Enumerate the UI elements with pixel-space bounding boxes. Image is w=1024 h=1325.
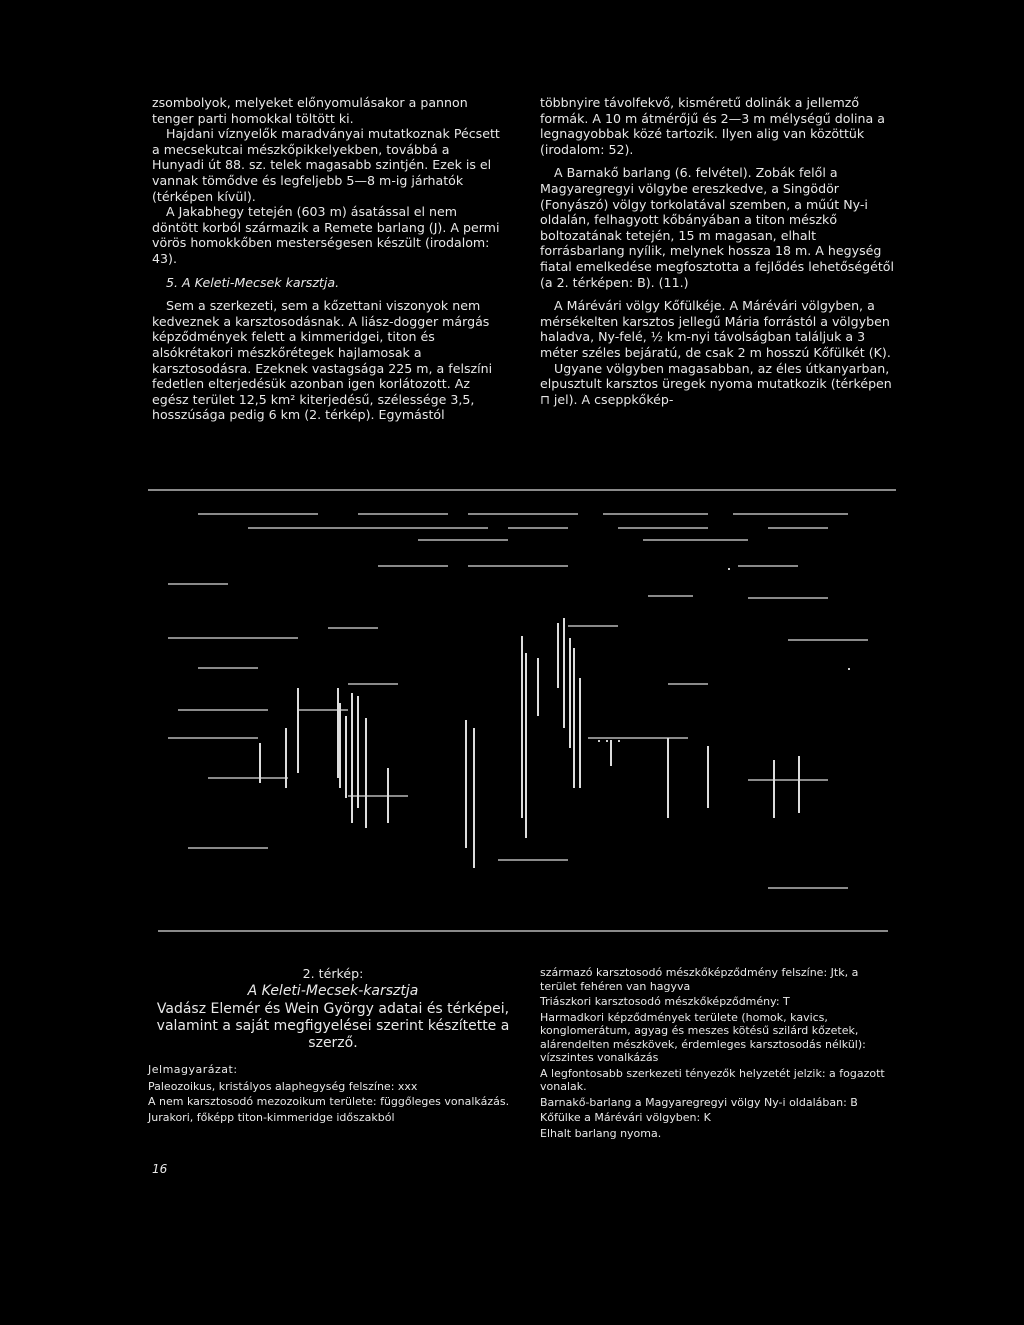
left-text-column xyxy=(152,95,500,423)
legend-item: Elhalt barlang nyoma. xyxy=(540,1126,662,1140)
caption-body: Vadász Elemér és Wein György adatai és térképei, valamint a saját megfigyelései szerint készítette a szerző. xyxy=(156,1001,510,1052)
paragraph: többnyire távolfekvő, kisméretű dolinák a jellemző formák. A 10 m átmérőjű és 2—3 m mélységű dolina a legnagyobbak közé tartozik. Ilyen alig van közöttük (irodalom: 52). xyxy=(540,95,885,157)
caption-title: A Keleti-Mecsek-karsztja xyxy=(247,982,419,999)
paragraph: Ugyane völgyben magasabban, az éles útkanyarban, elpusztult karsztos üregek nyoma mutatkozik (térképen ⊓ jel). A cseppkőkép- xyxy=(540,360,892,407)
legend-item: Paleozoikus, kristályos alaphegység felszíne: xxx xyxy=(148,1079,418,1093)
page-number: 16 xyxy=(152,1162,168,1176)
map-caption xyxy=(148,966,518,1124)
legend-item: Harmadkori képződmények területe (homok, kavics, konglomerátum, agyag és meszes kötésű szilárd kőzetek, alárendelten mészkövek, érdemleges karsztosodás nélkül): vízszintes vonalkázás xyxy=(540,1010,866,1064)
paragraph: Hajdani víznyelők maradványai mutatkoznak Pécsett a mecsekutcai mészkőpikkelyekben, továbbá a Hunyadi út 88. sz. telek magasabb szintjén. Ezek is el vannak tömődve és legfeljebb 5—8 m-ig járhatók (térképen kívül). xyxy=(152,126,500,204)
legend-item: Jurakori, főképp titon-kimmeridge időszakból xyxy=(148,1110,395,1124)
right-text-column xyxy=(540,95,902,407)
map-dot xyxy=(606,740,608,742)
paragraph: A Márévári völgy Kőfülkéje. A Márévári völgyben, a mérsékelten karsztos jellegű Mária forrástól a völgyben haladva, Ny-felé, ½ km-nyi távolságban találjuk a 3 méter széles bejáratú, de csak 2 m hosszú Kőfülkét (K). xyxy=(540,298,891,360)
paragraph: zsombolyok, melyeket előnyomulásakor a pannon tenger parti homokkal töltött ki. xyxy=(152,95,468,126)
map-dot xyxy=(618,740,620,742)
legend-item: származó karsztosodó mészkőképződmény felszíne: Jtk, a terület fehéren van hagyva xyxy=(540,966,859,993)
map-dot xyxy=(598,740,600,742)
paragraph: A Jakabhegy tetején (603 m) ásatással el nem döntött korból származik a Remete barlang (J). A permi vörös homokkőben mesterségesen készült (irodalom: 43). xyxy=(152,204,500,266)
legend-item: Triászkori karsztosodó mészkőképződmény: T xyxy=(540,995,790,1008)
map-dot xyxy=(848,668,850,670)
legend-item: A nem karsztosodó mezozoikum területe: függőleges vonalkázás. xyxy=(148,1095,510,1109)
legend-title: Jelmagyarázat: xyxy=(148,1063,238,1077)
map-legend-continued xyxy=(540,966,896,1142)
map-dot xyxy=(728,568,730,570)
caption-label: 2. térkép: xyxy=(302,966,364,981)
karst-map xyxy=(148,488,896,933)
legend-item: A legfontosabb szerkezeti tényezők helyzetét jelzik: a fogazott vonalak. xyxy=(540,1066,885,1093)
legend-item: Barnakő-barlang a Magyaregregyi völgy Ny-i oldalában: B xyxy=(540,1095,858,1109)
section-heading: 5. A Keleti-Mecsek karsztja. xyxy=(166,274,340,290)
paragraph: A Barnakő barlang (6. felvétel). Zobák felől a Magyaregregyi völgybe ereszkedve, a Singödör (Fonyászó) völgy torkolatával szemben, a műút Ny-i oldalán, felhagyott kőbányában a titon mészkő boltozatának tetején, 15 m magasan, elhalt forrásbarlang nyílik, melynek hossza 18 m. A hegység fiatal emelkedése megfosztotta a fejlődés lehetőségétől (a 2. térképen: B). (11.) xyxy=(540,165,895,290)
paragraph: Sem a szerkezeti, sem a kőzettani viszonyok nem kedveznek a karsztosodásnak. A liász-dogger márgás képződmények felett a kimmeridgei, titon és alsókrétakori mészkőrétegek hajlamosak a karsztosodásra. Ezeknek vastagsága 225 m, a felszíni fedetlen elterjedésük azonban igen korlátozott. Az egész terület 12,5 km² kiterjedésű, szélessége 3,5, hosszúsága pedig 6 km (2. térkép). Egymástól xyxy=(152,298,493,423)
legend-item: Kőfülke a Márévári völgyben: K xyxy=(540,1111,711,1124)
